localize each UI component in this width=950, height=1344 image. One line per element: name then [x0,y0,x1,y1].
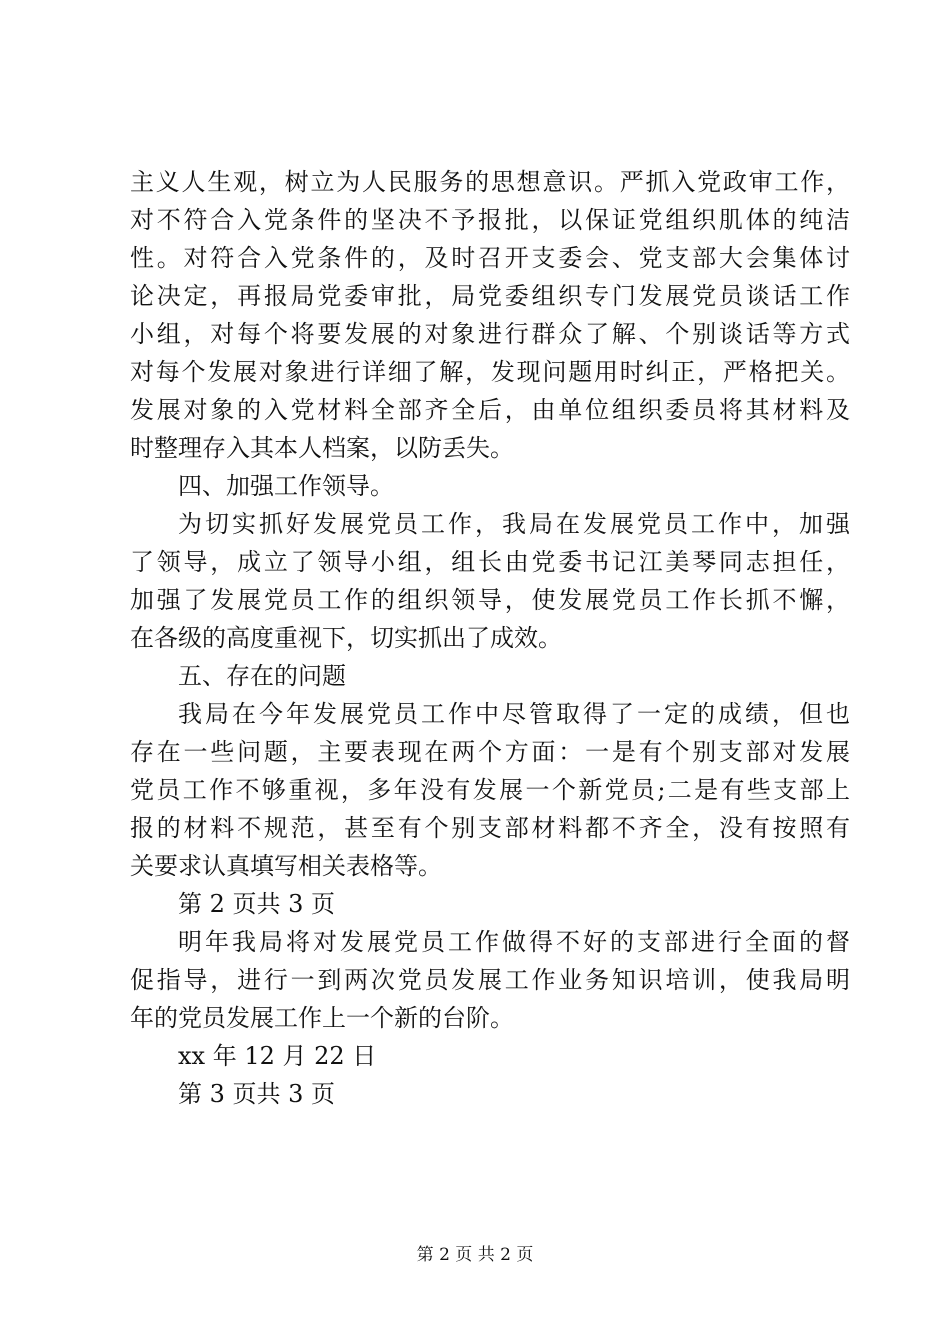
text-line: 在各级的高度重视下，切实抓出了成效。 [130,624,562,652]
text-line: 党员工作不够重视，多年没有发展一个新党员;二是有些支部上 [130,776,850,804]
inline-page-number: 第 3 页共 3 页 [178,1080,336,1108]
section-heading: 四、加强工作领导。 [178,472,394,500]
section-heading: 五、存在的问题 [178,662,346,690]
text-line: 发展对象的入党材料全部齐全后，由单位组织委员将其材料及 [130,396,850,424]
text-line: 加强了发展党员工作的组织领导，使发展党员工作长抓不懈， [130,586,850,614]
text-line: 了领导，成立了领导小组，组长由党委书记江美琴同志担任， [130,548,850,576]
document-body [130,163,850,1113]
text-line: 我局在今年发展党员工作中尽管取得了一定的成绩，但也 [178,700,850,728]
text-line: 对不符合入党条件的坚决不予报批，以保证党组织肌体的纯洁 [130,206,850,234]
text-line: 关要求认真填写相关表格等。 [130,852,442,880]
text-line: 时整理存入其本人档案，以防丢失。 [130,434,514,462]
text-line: 报的材料不规范，甚至有个别支部材料都不齐全，没有按照有 [130,814,850,842]
text-line: 促指导，进行一到两次党员发展工作业务知识培训，使我局明 [130,966,850,994]
text-line: 性。对符合入党条件的，及时召开支委会、党支部大会集体讨 [130,244,850,272]
text-line: 为切实抓好发展党员工作，我局在发展党员工作中，加强 [178,510,850,538]
text-line: 年的党员发展工作上一个新的台阶。 [130,1004,514,1032]
text-line: 对每个发展对象进行详细了解，发现问题用时纠正，严格把关。 [130,358,850,386]
text-line: 小组，对每个将要发展的对象进行群众了解、个别谈话等方式 [130,320,850,348]
inline-page-number: 第 2 页共 3 页 [178,890,336,918]
page-footer: 第 2 页 共 2 页 [416,1245,534,1265]
text-line: 明年我局将对发展党员工作做得不好的支部进行全面的督 [178,928,850,956]
text-line: 论决定，再报局党委审批，局党委组织专门发展党员谈话工作 [130,282,850,310]
text-line: 主义人生观，树立为人民服务的思想意识。严抓入党政审工作， [130,168,850,196]
text-line: 存在一些问题，主要表现在两个方面：一是有个别支部对发展 [130,738,850,766]
document-date: xx 年 12 月 22 日 [178,1042,377,1070]
